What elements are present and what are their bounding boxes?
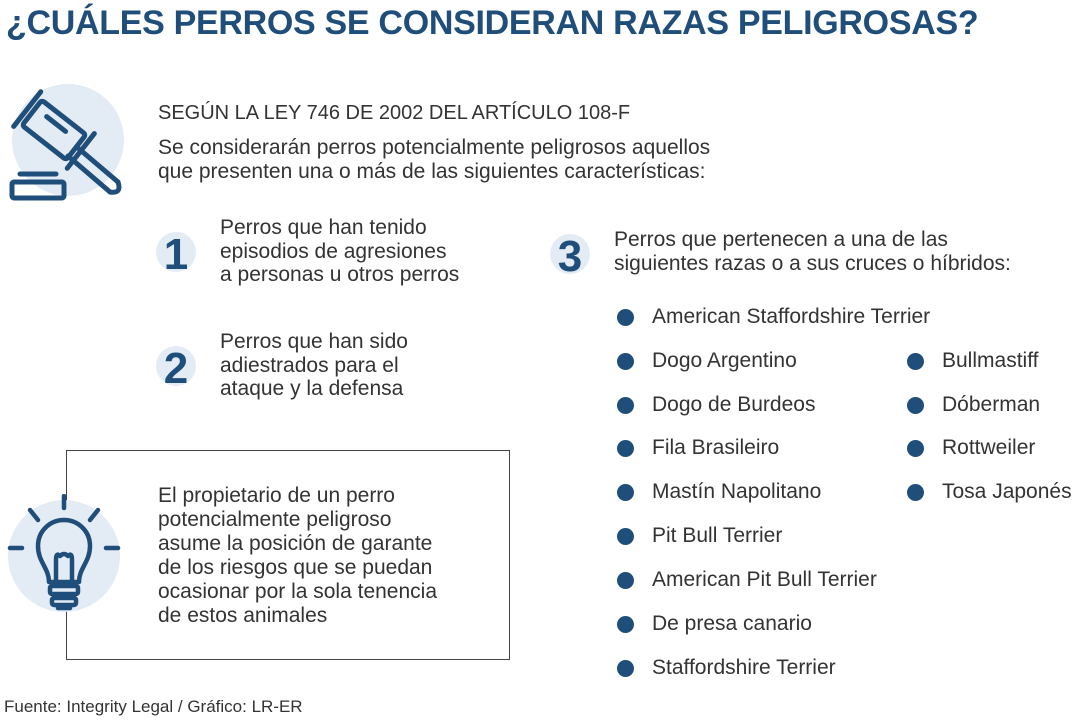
criterion-line: Perros que han sido <box>220 330 408 353</box>
breed-item <box>617 392 815 418</box>
criterion-3-number: 3 <box>550 234 590 274</box>
bullet-dot <box>617 397 634 414</box>
breed-label: Pit Bull Terrier <box>652 524 783 547</box>
criterion-line: ataque y la defensa <box>220 377 404 400</box>
bullet-dot <box>617 616 634 633</box>
bullet-dot <box>617 528 634 545</box>
gavel-icon <box>6 84 126 204</box>
breed-label: Dogo de Burdeos <box>652 393 816 416</box>
note-line: potencialmente peligroso <box>158 508 392 531</box>
criterion-line: Perros que han tenido <box>220 216 427 239</box>
breed-label: American Staffordshire Terrier <box>652 305 931 328</box>
breed-item <box>617 304 930 330</box>
breed-label: Dogo Argentino <box>652 349 797 372</box>
law-intro-line: que presenten una o más de las siguientes características: <box>158 160 706 183</box>
breed-item <box>617 567 877 593</box>
criterion-line: siguientes razas o a sus cruces o híbridos: <box>614 251 1011 275</box>
bullet-dot <box>907 484 924 501</box>
bullet-dot <box>617 309 634 326</box>
breed-label: De presa canario <box>652 612 812 635</box>
criterion-1-text <box>220 216 459 287</box>
page-title: ¿CUÁLES PERROS SE CONSIDERAN RAZAS PELIGROSAS? <box>6 4 979 42</box>
note-line: El propietario de un perro <box>158 484 395 507</box>
breed-item <box>617 435 779 461</box>
bullet-dot <box>617 572 634 589</box>
bullet-dot <box>617 440 634 457</box>
breed-label: Bullmastiff <box>942 349 1039 372</box>
breed-item <box>907 348 1038 374</box>
breed-item <box>907 479 1072 505</box>
note-line: asume la posición de garante <box>158 532 433 555</box>
breed-label: American Pit Bull Terrier <box>652 568 877 591</box>
breed-item <box>617 611 812 637</box>
breed-item <box>617 655 836 681</box>
note-line: ocasionar por la sola tenencia <box>158 580 438 603</box>
breed-item <box>617 348 797 374</box>
criterion-2-text <box>220 330 408 401</box>
note-line: de los riesgos que se puedan <box>158 556 433 579</box>
bullet-dot <box>907 397 924 414</box>
breed-label: Dóberman <box>942 393 1041 416</box>
lightbulb-icon <box>4 494 122 618</box>
note-text <box>158 484 437 628</box>
note-line: de estos animales <box>158 604 328 627</box>
breed-label: Mastín Napolitano <box>652 480 822 503</box>
criterion-line: adiestrados para el <box>220 353 399 377</box>
bullet-dot <box>617 353 634 370</box>
criterion-line: Perros que pertenecen a una de las <box>614 228 948 251</box>
bullet-dot <box>907 353 924 370</box>
criterion-line: a personas u otros perros <box>220 263 460 286</box>
criterion-2-number: 2 <box>156 346 196 386</box>
breed-label: Fila Brasileiro <box>652 436 780 459</box>
breed-item <box>907 392 1040 418</box>
bullet-dot <box>617 484 634 501</box>
bullet-dot <box>907 440 924 457</box>
breed-item <box>617 479 821 505</box>
breed-label: Tosa Japonés <box>942 480 1072 503</box>
breed-item <box>617 523 782 549</box>
breed-label: Staffordshire Terrier <box>652 656 836 679</box>
breed-item <box>907 435 1035 461</box>
criterion-3-text <box>614 228 1011 275</box>
source-credit: Fuente: Integrity Legal / Gráfico: LR-ER <box>4 697 303 716</box>
law-intro-line: Se considerarán perros potencialmente peligrosos aquellos <box>158 136 711 159</box>
criterion-1-number: 1 <box>156 232 196 272</box>
law-title: SEGÚN LA LEY 746 DE 2002 DEL ARTÍCULO 108-F <box>158 102 631 124</box>
bullet-dot <box>617 660 634 677</box>
criterion-line: episodios de agresiones <box>220 239 447 263</box>
breed-label: Rottweiler <box>942 436 1036 459</box>
law-intro <box>158 136 778 184</box>
